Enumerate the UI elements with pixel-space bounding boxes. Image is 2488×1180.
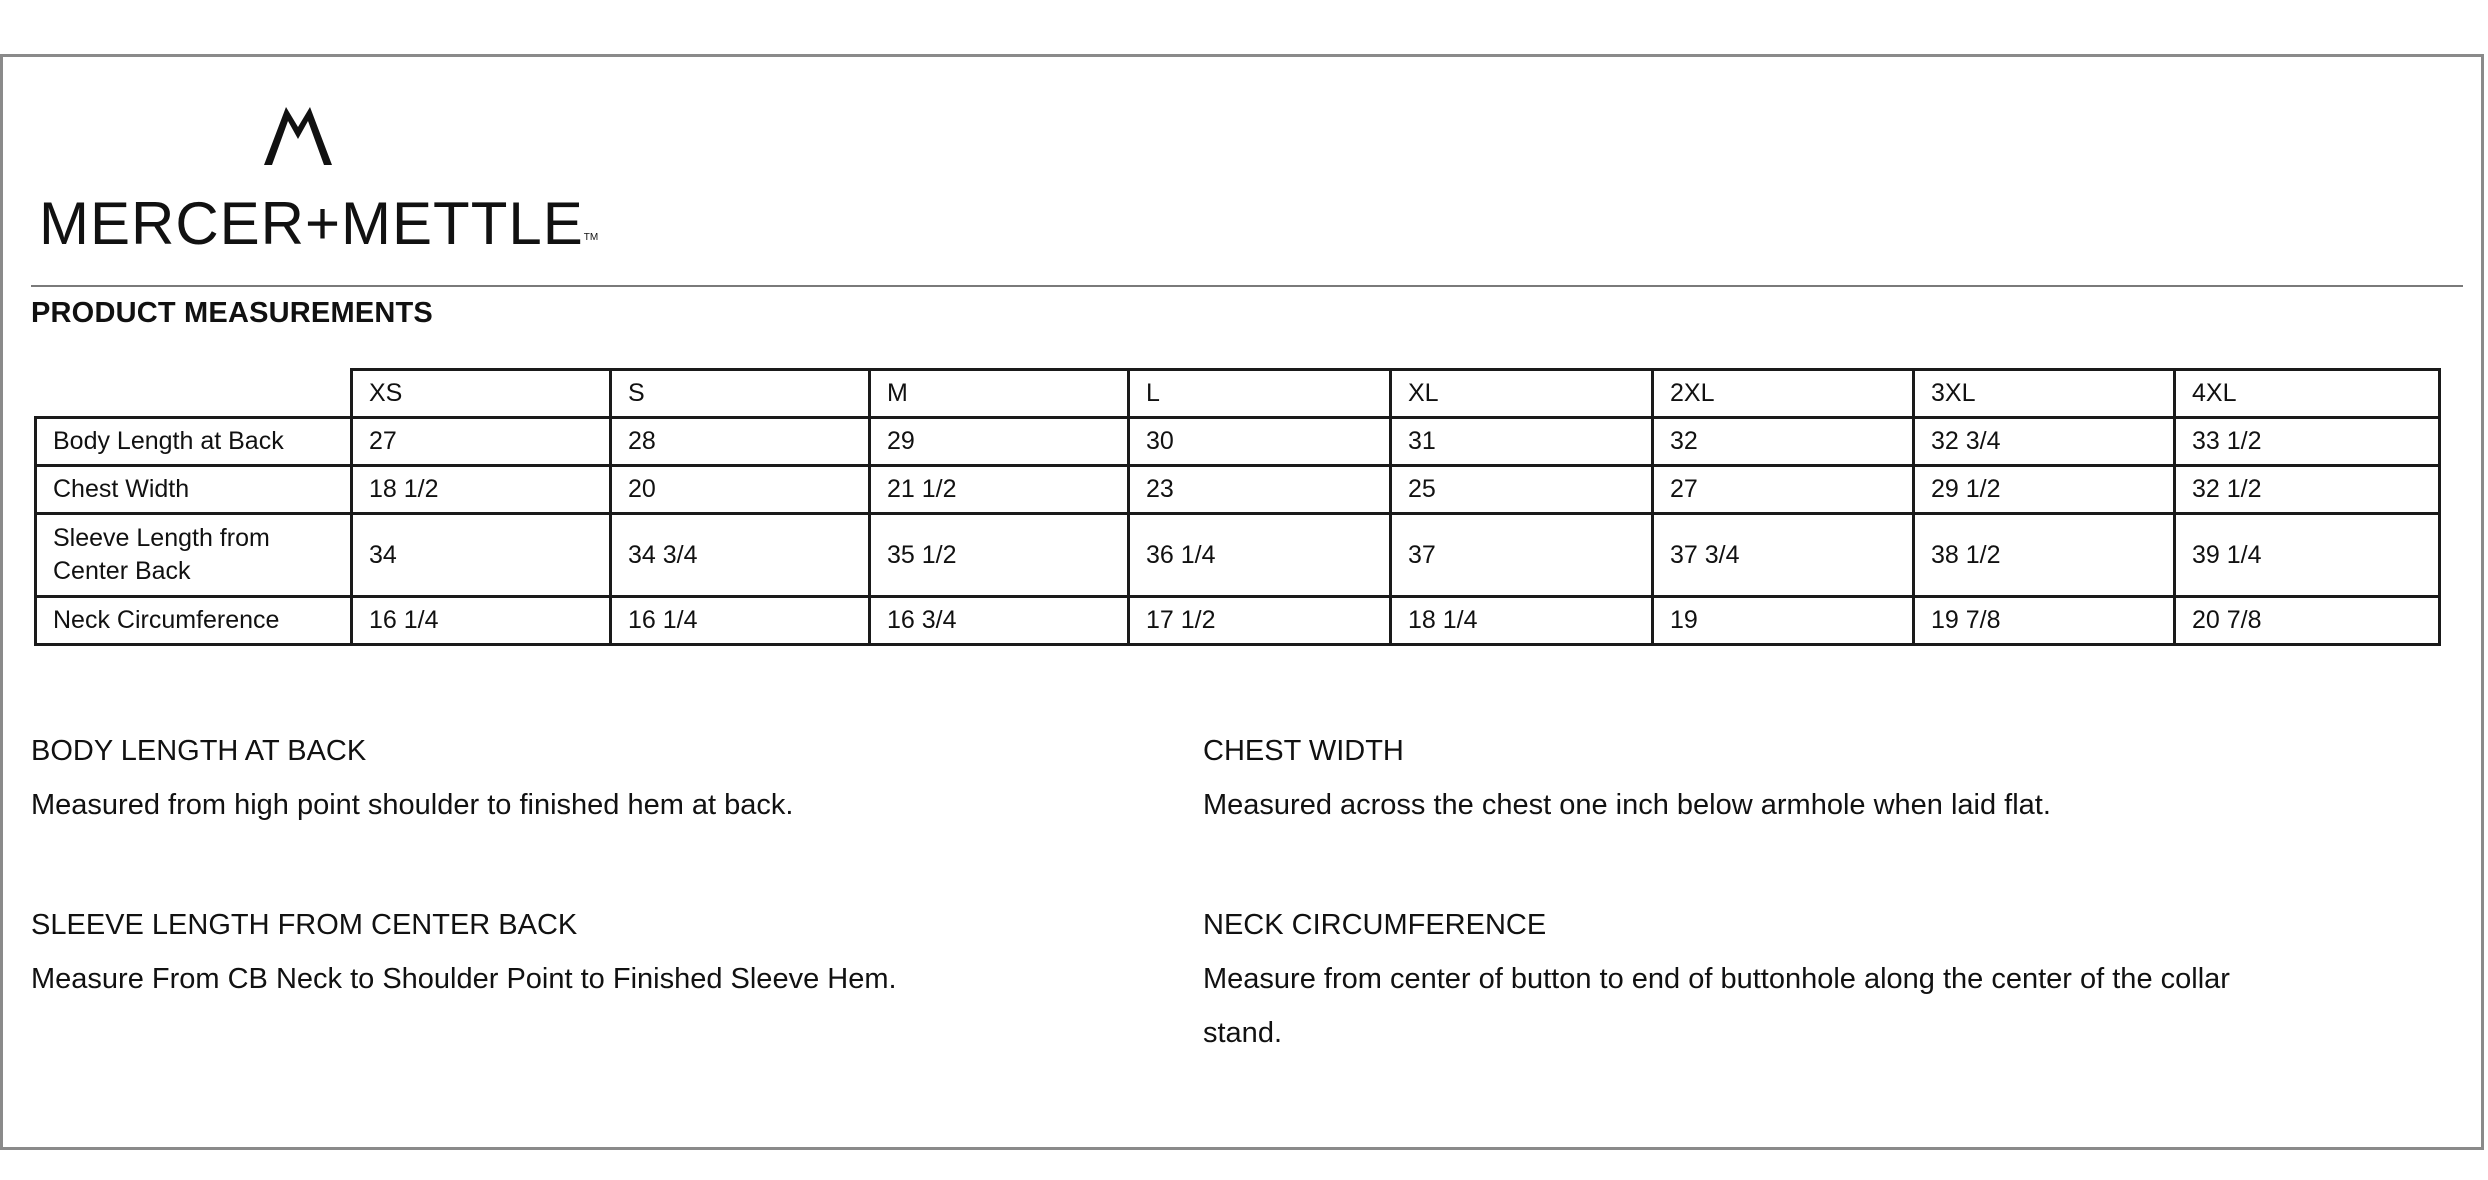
table-row-body-length <box>36 418 2440 466</box>
table-cell: 32 3/4 <box>1914 418 2175 466</box>
table-cell: 33 1/2 <box>2175 418 2440 466</box>
definition-chest-width <box>1203 724 2243 832</box>
table-cell: 17 1/2 <box>1129 597 1391 645</box>
table-cell: 16 1/4 <box>611 597 870 645</box>
size-header: XS <box>352 370 611 418</box>
measurements-table <box>34 368 2441 646</box>
corner-cell <box>36 370 352 418</box>
definition-text: Measure from center of button to end of buttonhole along the center of the collar stand. <box>1203 963 2230 1049</box>
definition-neck-circumference <box>1203 898 2243 1060</box>
definition-text: Measured across the chest one inch below armhole when laid flat. <box>1203 789 2051 821</box>
table-cell: 21 1/2 <box>870 466 1129 514</box>
header-divider <box>31 285 2463 287</box>
table-cell: 19 <box>1653 597 1914 645</box>
table-row-sleeve-length <box>36 514 2440 597</box>
table-cell: 36 1/4 <box>1129 514 1391 597</box>
table-cell: 39 1/4 <box>2175 514 2440 597</box>
table-cell: 31 <box>1391 418 1653 466</box>
table-cell: 20 7/8 <box>2175 597 2440 645</box>
table-cell: 37 <box>1391 514 1653 597</box>
table-cell: 34 3/4 <box>611 514 870 597</box>
definition-text: Measured from high point shoulder to finished hem at back. <box>31 789 794 821</box>
table-cell: 38 1/2 <box>1914 514 2175 597</box>
size-header: 4XL <box>2175 370 2440 418</box>
brand-logo <box>39 107 599 307</box>
size-header: L <box>1129 370 1391 418</box>
definition-title: BODY LENGTH AT BACK <box>31 735 367 767</box>
size-header-row <box>36 370 2440 418</box>
table-cell: 30 <box>1129 418 1391 466</box>
table-cell: 20 <box>611 466 870 514</box>
row-label: Body Length at Back <box>36 418 352 466</box>
row-label: Neck Circumference <box>36 597 352 645</box>
size-header: S <box>611 370 870 418</box>
size-header: 3XL <box>1914 370 2175 418</box>
table-cell: 29 <box>870 418 1129 466</box>
definition-title: SLEEVE LENGTH FROM CENTER BACK <box>31 909 578 941</box>
table-cell: 37 3/4 <box>1653 514 1914 597</box>
definition-text: Measure From CB Neck to Shoulder Point to Finished Sleeve Hem. <box>31 963 897 995</box>
table-cell: 23 <box>1129 466 1391 514</box>
table-row-neck-circumference <box>36 597 2440 645</box>
row-label: Chest Width <box>36 466 352 514</box>
monogram-logo-icon <box>264 107 332 165</box>
definition-sleeve-length <box>31 898 1071 1006</box>
table-cell: 27 <box>352 418 611 466</box>
definition-title: NECK CIRCUMFERENCE <box>1203 909 1547 941</box>
table-cell: 28 <box>611 418 870 466</box>
row-label: Sleeve Length from Center Back <box>36 514 352 597</box>
size-header: 2XL <box>1653 370 1914 418</box>
table-cell: 35 1/2 <box>870 514 1129 597</box>
definition-body-length <box>31 724 1071 832</box>
table-cell: 18 1/2 <box>352 466 611 514</box>
table-cell: 34 <box>352 514 611 597</box>
spec-sheet <box>0 54 2484 1150</box>
table-cell: 16 3/4 <box>870 597 1129 645</box>
table-cell: 32 <box>1653 418 1914 466</box>
brand-wordmark: MERCER+METTLE™ <box>39 190 599 257</box>
section-title: PRODUCT MEASUREMENTS <box>31 297 433 329</box>
table-cell: 16 1/4 <box>352 597 611 645</box>
size-header: M <box>870 370 1129 418</box>
table-row-chest-width <box>36 466 2440 514</box>
table-cell: 19 7/8 <box>1914 597 2175 645</box>
table-cell: 25 <box>1391 466 1653 514</box>
table-cell: 29 1/2 <box>1914 466 2175 514</box>
definition-title: CHEST WIDTH <box>1203 735 1404 767</box>
table-cell: 27 <box>1653 466 1914 514</box>
table-cell: 18 1/4 <box>1391 597 1653 645</box>
size-header: XL <box>1391 370 1653 418</box>
table-cell: 32 1/2 <box>2175 466 2440 514</box>
